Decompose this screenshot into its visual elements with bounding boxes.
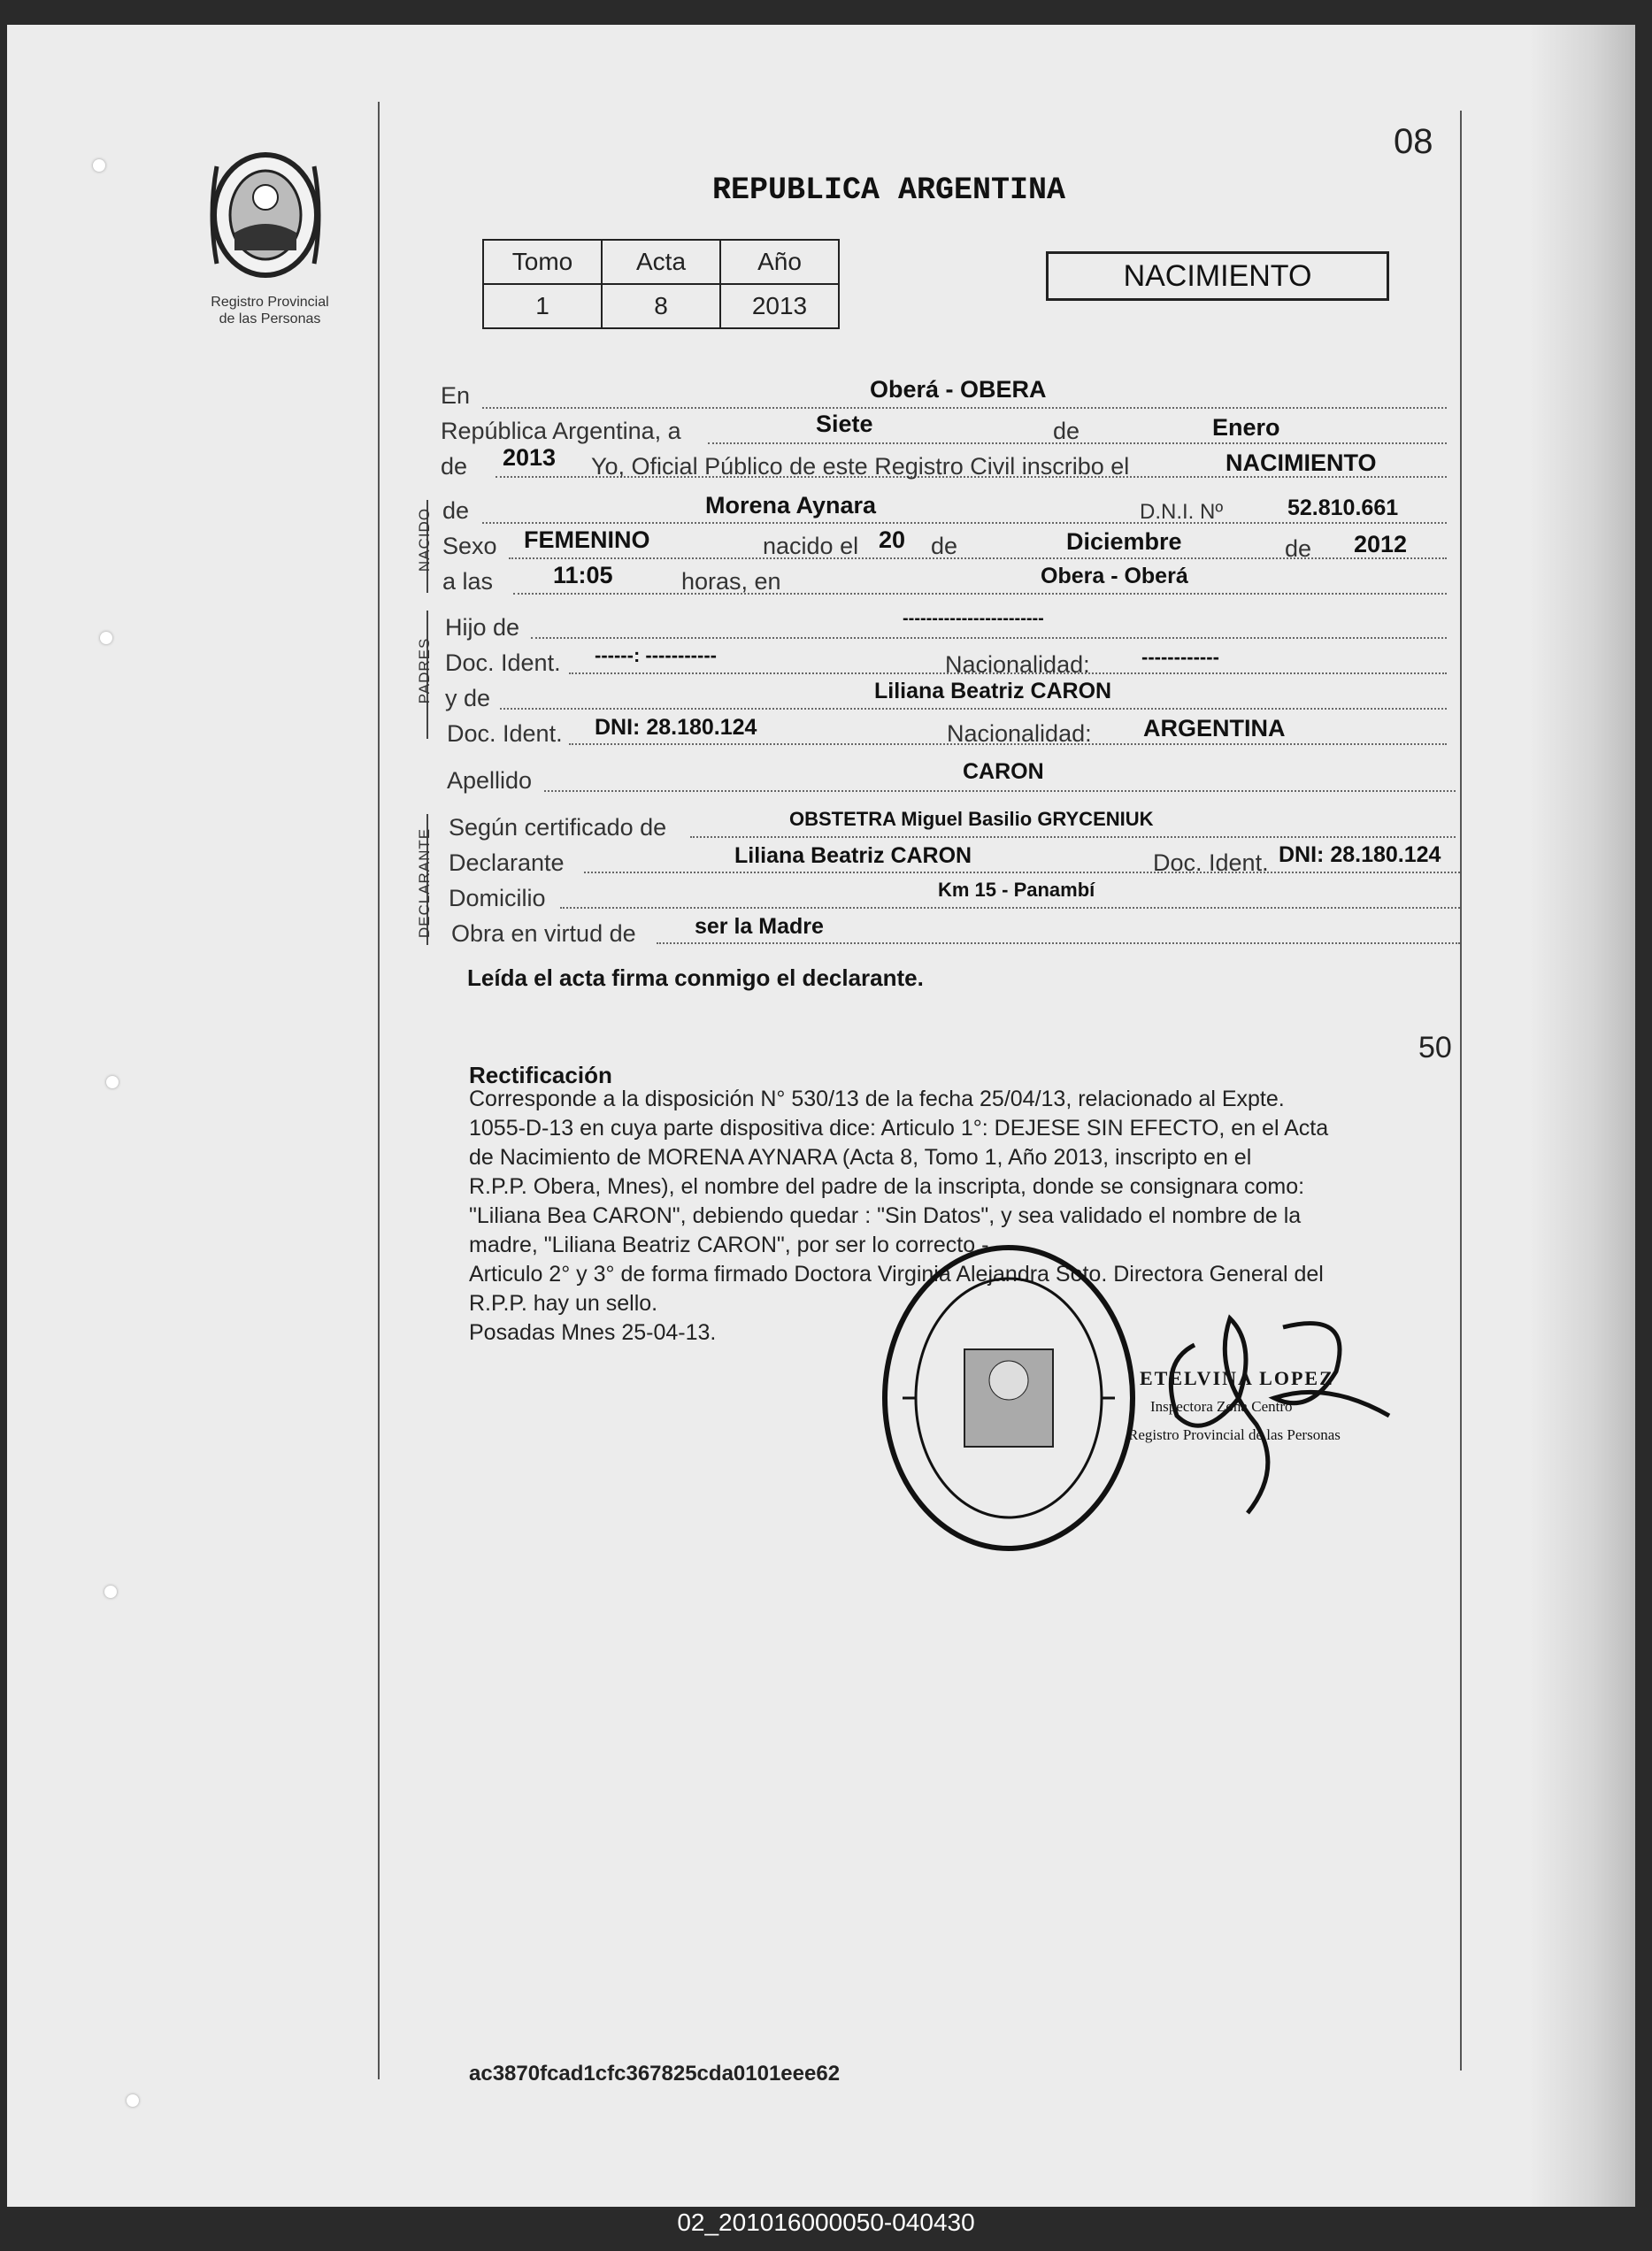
registry-stamp-icon [876, 1239, 1141, 1557]
label-dni: D.N.I. Nº [1140, 500, 1224, 524]
rectificacion-line: Articulo 2° y 3° de forma firmado Doctora Virginia Alejandra Soto. Directora General del [469, 1262, 1324, 1287]
dotted-line [513, 593, 1447, 595]
label-a-las: a las [442, 568, 494, 595]
leida-statement: Leída el acta firma conmigo el declarante. [467, 964, 924, 991]
signer-org: Registro Provincial de las Personas [1128, 1426, 1341, 1443]
value-declarante: Liliana Beatriz CARON [734, 843, 972, 868]
seal-caption [168, 294, 372, 327]
label-segun: Según certificado de [449, 814, 667, 841]
label-sexo: Sexo [442, 533, 497, 559]
signer-title: Inspectora Zona Centro [1150, 1398, 1293, 1415]
punch-hole [100, 632, 112, 644]
signer-name: ETELVINA LOPEZ [1140, 1367, 1334, 1389]
rectificacion-line: R.P.P. hay un sello. [469, 1291, 658, 1316]
dotted-line [690, 836, 1456, 838]
rectificacion-line: de Nacimiento de MORENA AYNARA (Acta 8, Tomo 1, Año 2013, inscripto en el [469, 1145, 1252, 1170]
label-y-de: y de [445, 685, 491, 711]
value-inscribo: NACIMIENTO [1226, 449, 1377, 476]
rectificacion-line: Posadas Mnes 25-04-13. [469, 1320, 717, 1345]
value-domicilio: Km 15 - Panambí [938, 879, 1095, 901]
rectificacion-line: "Liliana Bea CARON", debiendo quedar : "Sin Datos", y sea validado el nombre de la [469, 1203, 1302, 1228]
label-doc-ident-1: Doc. Ident. [445, 649, 561, 676]
value-dni: 52.810.661 [1287, 496, 1399, 520]
label-obra: Obra en virtud de [451, 920, 636, 947]
punch-hole [104, 1586, 117, 1598]
value-nac-mes: Diciembre [1066, 528, 1182, 555]
label-declarante: Declarante [449, 849, 565, 876]
footer-code: 02_201016000050-040430 [677, 2209, 975, 2236]
tomo-acta-anio-table [482, 239, 840, 329]
value-dia: Siete [816, 411, 873, 437]
label-doc-ident-3: Doc. Ident. [1153, 849, 1269, 876]
punch-hole [106, 1076, 119, 1088]
value-segun: OBSTETRA Miguel Basilio GRYCENIUK [789, 808, 1154, 830]
value-nacionalidad-1: ------------ [1141, 646, 1219, 668]
punch-hole [127, 2094, 139, 2107]
official-stamp [876, 1239, 1141, 1557]
folio-number: 50 [1418, 1031, 1452, 1064]
dotted-line [482, 522, 1447, 524]
rectificacion-line: madre, "Liliana Beatriz CARON", por ser lo correcto.- [469, 1233, 989, 1257]
value-doc-ident-2: DNI: 28.180.124 [595, 715, 757, 740]
misiones-seal-icon [190, 149, 341, 281]
dotted-line [531, 637, 1447, 639]
label-nacionalidad-1: Nacionalidad: [945, 651, 1090, 678]
label-hijo-de: Hijo de [445, 614, 520, 641]
label-horas-en: horas, en [681, 568, 781, 595]
value-hijo-de: ------------------------ [903, 609, 1044, 628]
rectificacion-title: Rectificación [469, 1062, 612, 1088]
label-de-5: de [1285, 535, 1312, 562]
table-header-acta: Acta [602, 240, 720, 284]
value-nacionalidad-2: ARGENTINA [1143, 715, 1286, 741]
section-label-padres: PADRES [416, 637, 433, 704]
label-apellido: Apellido [447, 767, 533, 794]
hash-code: ac3870fcad1cfc367825cda0101eee62 [469, 2062, 841, 2086]
value-mes: Enero [1212, 414, 1280, 441]
table-value-anio: 2013 [720, 284, 839, 328]
dotted-line [560, 907, 1460, 909]
page-number: 08 [1394, 122, 1433, 161]
value-hora: 11:05 [553, 562, 613, 588]
value-nac-anio: 2012 [1354, 531, 1408, 557]
value-nombre: Morena Aynara [705, 492, 877, 519]
table-header-tomo: Tomo [483, 240, 602, 284]
value-lugar: Obera - Oberá [1041, 564, 1188, 588]
value-obra: ser la Madre [695, 914, 824, 939]
value-doc-ident-1: ------: ----------- [595, 644, 717, 666]
value-anio: 2013 [503, 444, 557, 471]
record-type-box: NACIMIENTO [1046, 251, 1389, 301]
table-value-tomo: 1 [483, 284, 602, 328]
section-label-declarante: DECLARANTE [416, 827, 433, 939]
dotted-line [544, 790, 1456, 792]
value-sexo: FEMENINO [524, 526, 650, 553]
punch-hole [93, 159, 105, 172]
value-apellido: CARON [963, 759, 1044, 784]
label-nacido-el: nacido el [763, 533, 859, 559]
label-de-4: de [931, 533, 958, 559]
label-en: En [441, 382, 471, 409]
value-nac-dia: 20 [879, 526, 906, 553]
seal-caption-line-2: de las Personas [219, 311, 321, 327]
seal-caption-line-1: Registro Provincial [211, 295, 329, 310]
value-doc-ident-3: DNI: 28.180.124 [1279, 842, 1441, 867]
province-seal [190, 149, 341, 281]
table-header-anio: Año [720, 240, 839, 284]
rectificacion-line: R.P.P. Obera, Mnes), el nombre del padre de la inscripta, donde se consignara como: [469, 1174, 1305, 1199]
label-de: de [1053, 418, 1080, 444]
dotted-line [500, 708, 1447, 710]
rectificacion-line: Corresponde a la disposición N° 530/13 de la fecha 25/04/13, relacionado al Expte. [469, 1087, 1285, 1111]
label-nacionalidad-2: Nacionalidad: [947, 720, 1092, 747]
left-margin-line [378, 102, 380, 2079]
dotted-line [584, 872, 1460, 873]
document-heading: REPUBLICA ARGENTINA [712, 173, 1066, 208]
label-de-3: de [442, 497, 470, 524]
label-de-2: de [441, 453, 468, 480]
value-y-de: Liliana Beatriz CARON [874, 679, 1112, 703]
table-value-acta: 8 [602, 284, 720, 328]
section-label-nacido: NACIDO [416, 507, 433, 572]
dotted-line [657, 942, 1460, 944]
rectificacion-line: 1055-D-13 en cuya parte dispositiva dice: Articulo 1°: DEJESE SIN EFECTO, en el Acta [469, 1116, 1329, 1141]
label-republica: República Argentina, a [441, 418, 681, 444]
page-edge-shadow [1529, 25, 1635, 2207]
label-domicilio: Domicilio [449, 885, 546, 911]
dotted-line [482, 407, 1447, 409]
label-doc-ident-2: Doc. Ident. [447, 720, 563, 747]
label-inscribo: Yo, Oficial Público de este Registro Civil inscribo el [591, 453, 1130, 480]
value-en: Oberá - OBERA [870, 376, 1047, 403]
